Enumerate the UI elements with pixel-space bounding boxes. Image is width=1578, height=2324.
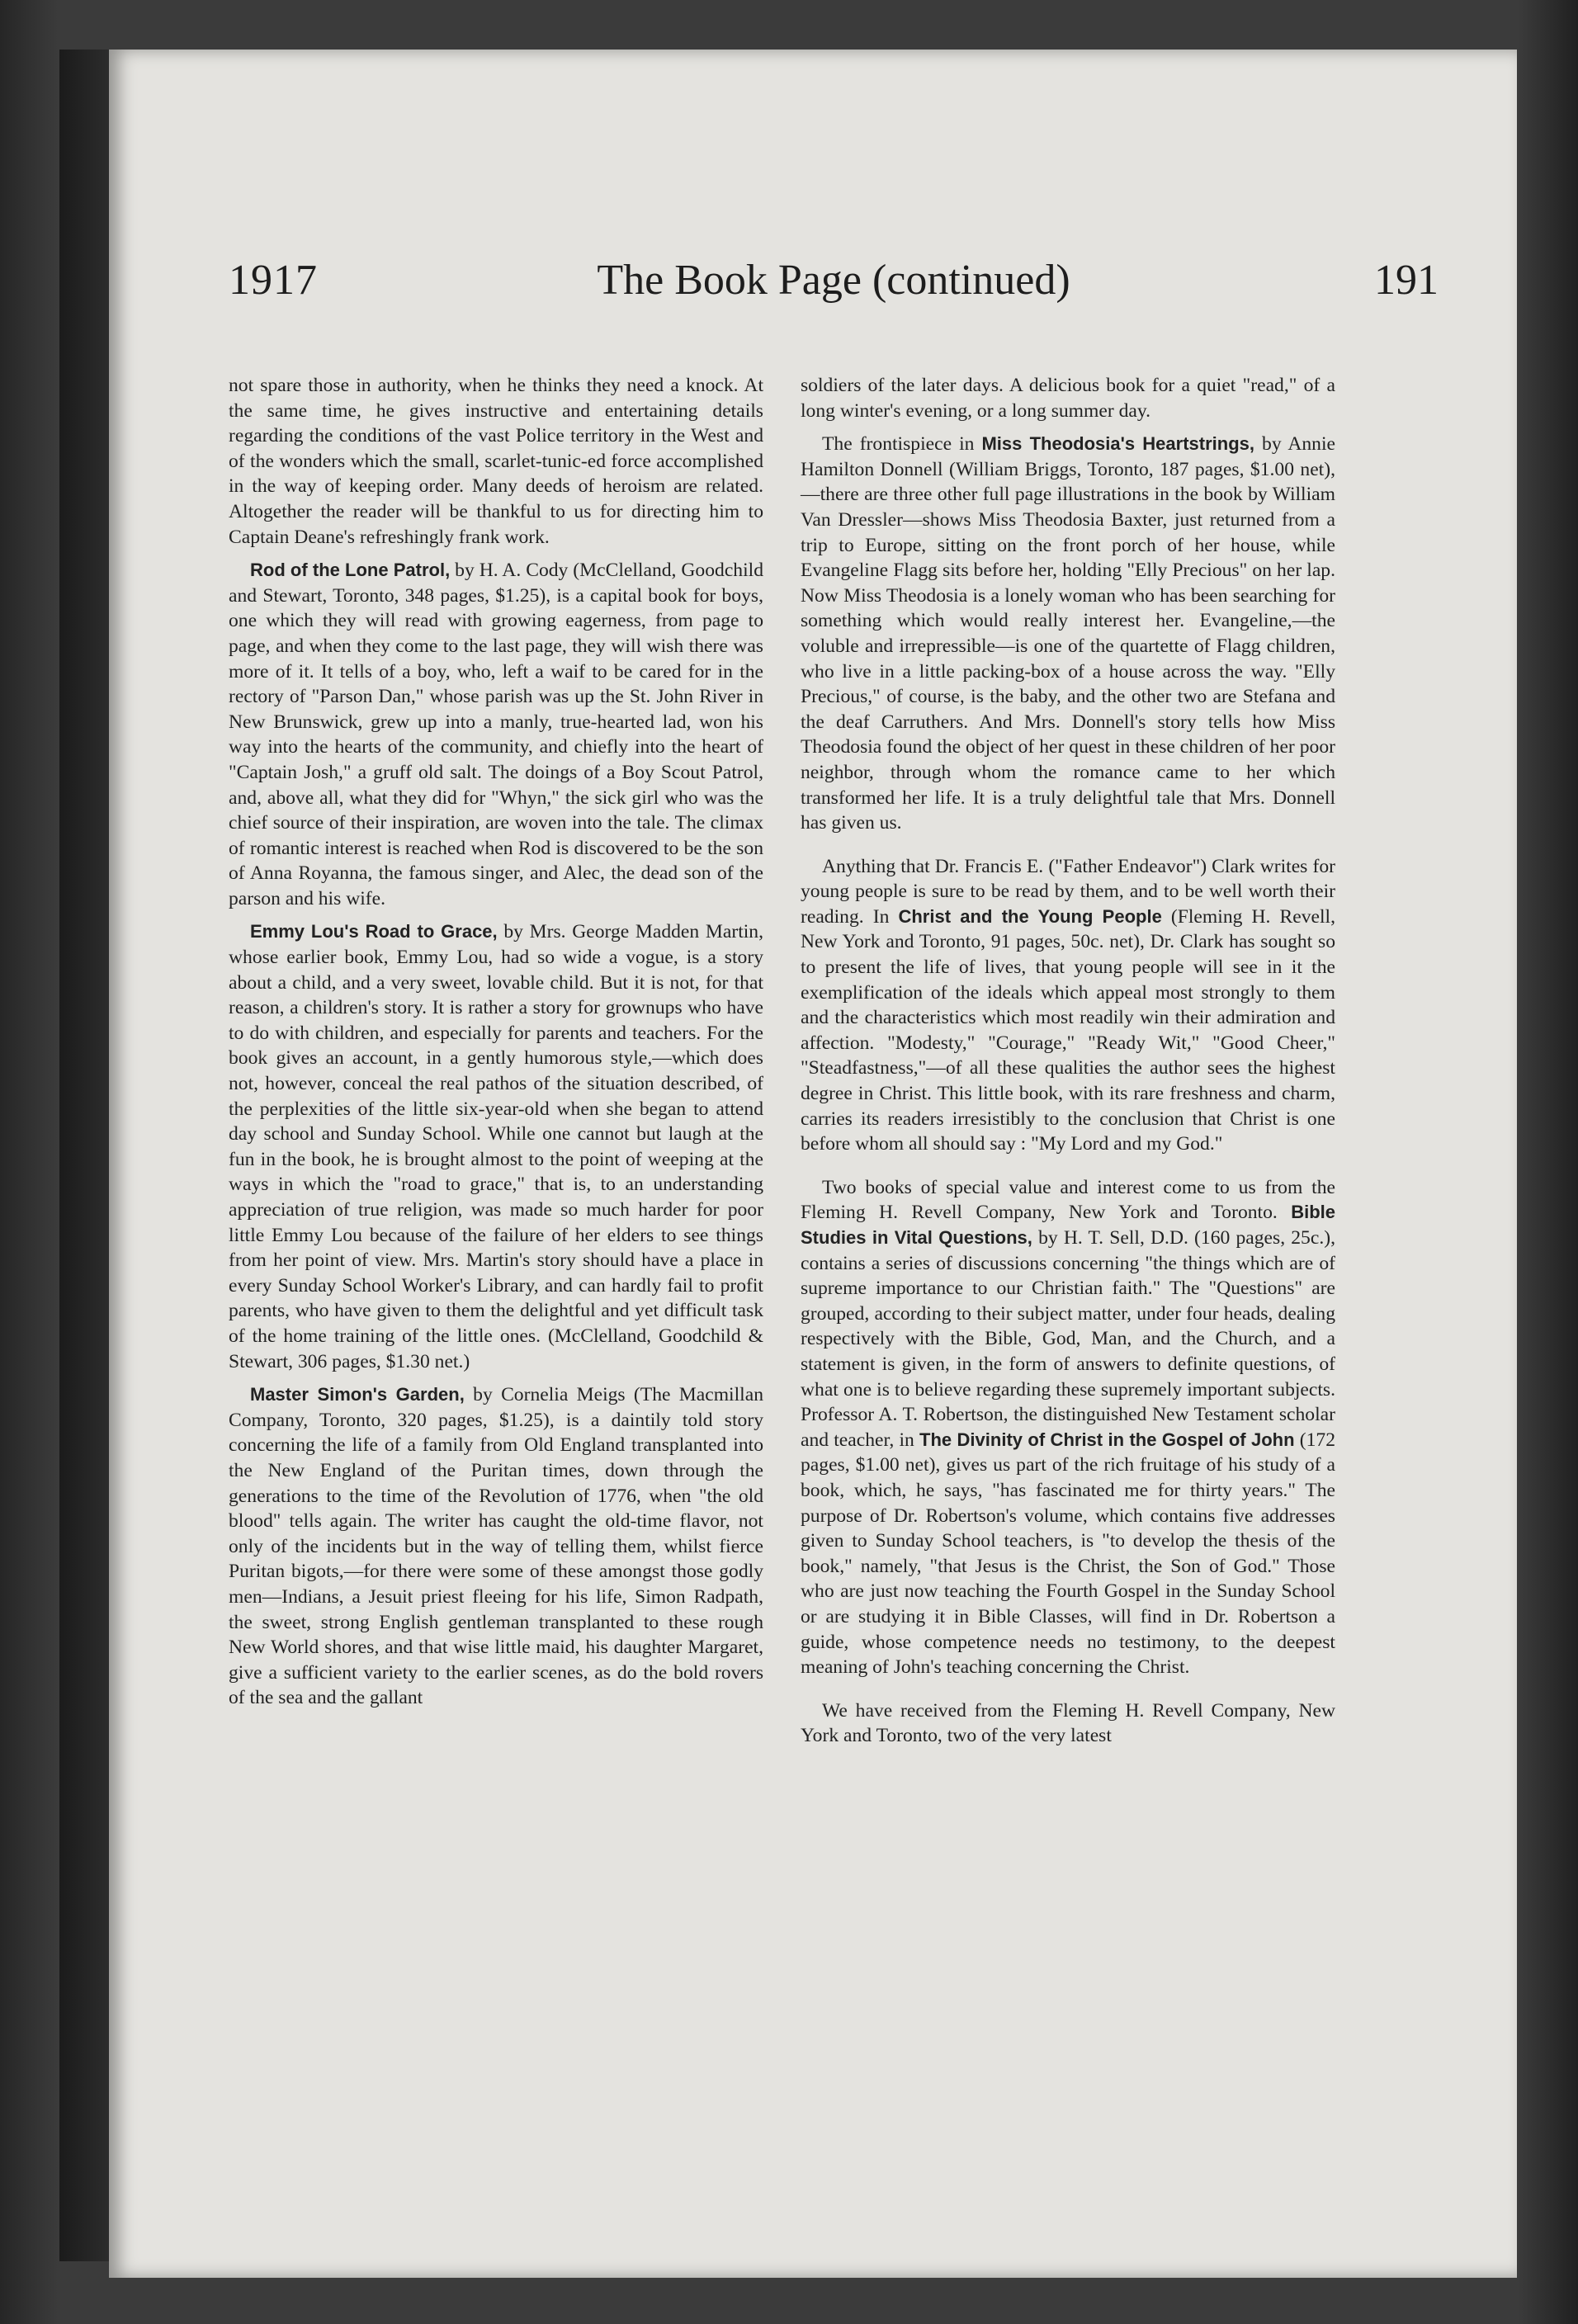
book-title: Master Simon's Garden, bbox=[250, 1384, 465, 1405]
book-title: Bible Studies in Vital Questions, bbox=[801, 1202, 1335, 1248]
review-text: Anything that Dr. Francis E. ("Father Endeavor") Clark writes for young people is sure to be read by them, and to be well worth their reading. In bbox=[801, 855, 1335, 928]
paragraph: soldiers of the later days. A delicious book for a quiet "read," of a long winter's evening, or a long summer day. bbox=[801, 375, 1335, 422]
paragraph: We have received from the Fleming H. Revell Company, New York and Toronto, two of the very latest bbox=[801, 1699, 1335, 1747]
book-title: Miss Theodosia's Heartstrings, bbox=[981, 433, 1255, 455]
review-bible-studies-and-divinity-of-christ bbox=[801, 1175, 1335, 1680]
review-text: Two books of special value and interest come to us from the Fleming H. Revell Company, New York and Toronto. bbox=[801, 1176, 1335, 1224]
book-spine-shadow bbox=[59, 50, 109, 2261]
book-page bbox=[109, 50, 1517, 2278]
book-title: Emmy Lou's Road to Grace, bbox=[250, 921, 498, 942]
review-text: (172 pages, $1.00 net), gives us part of the rich fruitage of his study of a book, which, he says, "has fascinated me for thirty years." The purpose of Dr. Robertson's volume, which contains five addresses given to Sunday School teachers, is "to develop the thesis of the book," namely, "that Jesus is the Christ, the Son of God." Those who are just now teaching the Fourth Gospel in the Sunday School or are studying it in Bible Classes, will find in Dr. Robertson a guide, whose competence needs no testimony, to the deepest meaning of John's teaching concerning the Christ. bbox=[801, 1429, 1335, 1679]
book-title: The Divinity of Christ in the Gospel of John bbox=[919, 1429, 1295, 1450]
review-rod-of-the-lone-patrol bbox=[229, 558, 763, 911]
page-title: The Book Page (continued) bbox=[597, 257, 1070, 304]
running-header bbox=[229, 256, 1439, 322]
page-number: 191 bbox=[1374, 257, 1439, 304]
book-title: Rod of the Lone Patrol, bbox=[250, 560, 451, 581]
review-text: (Fleming H. Revell, New York and Toronto, 91 pages, 50c. net), Dr. Clark has sought so to present the life of lives, that young people will see in it the exemplification of the ideals which appeal most strongly to them and the characteristics which most readily win their admiration and affection. "Modesty," "Courage," "Ready Wit," "Good Cheer," "Steadfastness,"—of all these qualities the author sees the highest degree in Christ. This little book, with its rare freshness and charm, carries its readers irresistibly to the conclusion that Christ is one before whom all should say : "My Lord and my God." bbox=[801, 905, 1335, 1155]
review-text: by H. T. Sell, D.D. (160 pages, 25c.), contains a series of discussions concerning "the things which are of supreme importance to our Christian faith." The "Questions" are grouped, according to their subject matter, under four heads, dealing respectively with the Bible, God, Man, and the Church, and a statement is given, in the form of answers to definite questions, of what one is to believe regarding these supremely important subjects. Professor A. T. Robertson, the distinguished New Testament scholar and teacher, in bbox=[801, 1227, 1335, 1451]
right-column bbox=[801, 373, 1335, 1757]
paragraph: not spare those in authority, when he thinks they need a knock. At the same time, he gives instructive and entertaining details regarding the conditions of the vast Police territory in the West and of the wonders which the small, scarlet-tunic-ed force accomplished in the way of keeping order. Many deeds of heroism are related. Altogether the reader will be thankful to us for directing him to Captain Deane's refreshingly frank work. bbox=[229, 375, 763, 548]
review-master-simons-garden bbox=[229, 1382, 763, 1711]
left-column bbox=[229, 373, 763, 1719]
review-emmy-lous-road-to-grace bbox=[229, 919, 763, 1374]
review-christ-and-the-young-people bbox=[801, 854, 1335, 1157]
book-title: Christ and the Young People bbox=[898, 905, 1162, 927]
review-text: by Cornelia Meigs (The Macmillan Company, Toronto, 320 pages, $1.25), is a daintily told story concerning the life of a family from Old England transplanted into the New England of the Puritan times, down through the generations to the time of the Revolution of 1776, when "the old blood" tells again. The writer has caught the old-time flavor, not only of the incidents but in the way of telling them, whilst fierce Puritan bigots,—for there were some of these amongst those godly men—Indians, a Jesuit priest fleeing for his life, Simon Radpath, the sweet, strong English gentleman transplanted to these rough New World shores, and that wise little maid, his daughter Margaret, give a sufficient variety to the earlier scenes, as do the bold rovers of the sea and the gallant bbox=[229, 1384, 763, 1709]
review-miss-theodosias-heartstrings bbox=[801, 432, 1335, 836]
review-text: by Annie Hamilton Donnell (William Briggs, Toronto, 187 pages, $1.00 net),—there are three other full page illustrations in the book by William Van Dressler—shows Miss Theodosia Baxter, just returned from a trip to Europe, sitting on the front porch of her house, while Evangeline Flagg sits before her, holding "Elly Precious" on her lap. Now Miss Theodosia is a lonely woman who has been searching for something which would really interest her. Evangeline,—the voluble and irrepressible—is one of the quartette of Flagg children, who live in a little packing-box of a house across the way. "Elly Precious," of course, is the baby, and the other two are Stefana and the deaf Carruthers. And Mrs. Donnell's story tells how Miss Theodosia found the object of her quest in these children of her poor neighbor, through whom the romance came to her which transformed her life. It is a truly delightful tale that Mrs. Donnell has given us. bbox=[801, 433, 1335, 834]
header-year: 1917 bbox=[229, 257, 318, 304]
review-text: by Mrs. George Madden Martin, whose earlier book, Emmy Lou, had so wide a vogue, is a story about a child, and a very sweet, lovable child. But it is not, for that reason, a children's story. It is rather a story for grownups who have to do with children, and especially for parents and teachers. For the book gives an account, in a gently humorous style,—which does not, however, conceal the real pathos of the situation described, of the perplexities of the little six-year-old when she began to attend day school and Sunday School. While one cannot but laugh at the fun in the book, he is brought almost to the point of weeping at the ways in which the "road to grace," that is, to an understanding appreciation of true religion, was made so much harder for poor little Emmy Lou because of the failure of her elders to see things from her point of view. Mrs. Martin's story should have a place in every Sunday School Worker's Library, and can hardly fail to profit parents, who have given to them the delightful and yet difficult task of the home training of the little ones. (McClelland, Goodchild & Stewart, 306 pages, $1.30 net.) bbox=[229, 921, 763, 1372]
review-text: The frontispiece in bbox=[822, 433, 982, 456]
review-text: by H. A. Cody (McClelland, Goodchild and Stewart, Toronto, 348 pages, $1.25), is a capital book for boys, one which they will read with growing eagerness, from page to page, and when they come to the last page, they will wish there was more of it. It tells of a boy, who, left a waif to be cared for in the rectory of "Parson Dan," whose parish was up the St. John River in New Brunswick, grew up into a manly, true-hearted lad, won his way into the hearts of the community, and chiefly into the heart of "Captain Josh," a gruff old salt. The doings of a Boy Scout Patrol, and, above all, what they did for "Whyn," the sick girl who was the chief source of their inspiration, are woven into the tale. The climax of romantic interest is reached when Rod is discovered to be the son of Anna Royanna, the famous singer, and Alec, the dead son of the parson and his wife. bbox=[229, 560, 763, 909]
